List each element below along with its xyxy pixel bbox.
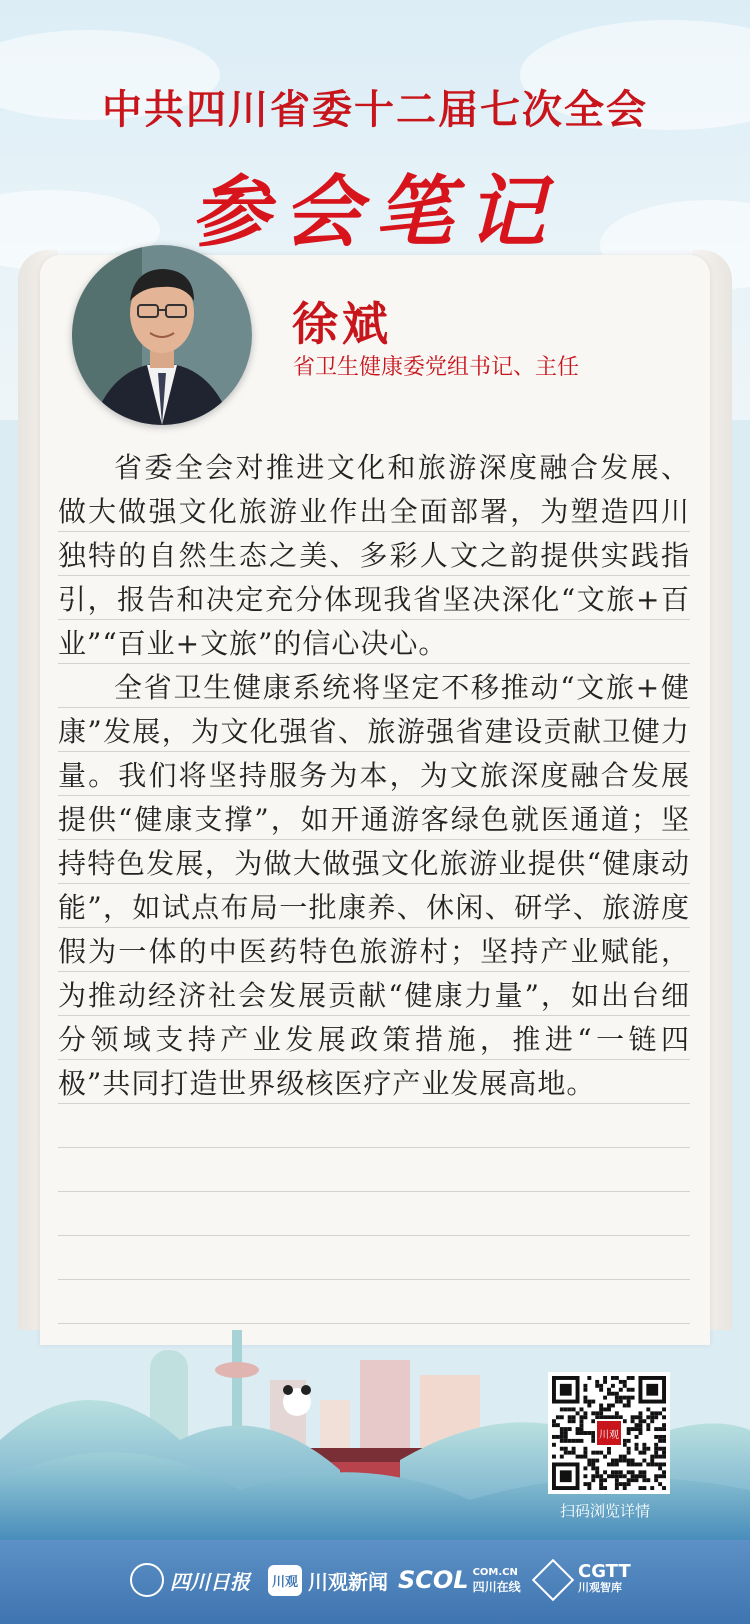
cgtt-text: CGTT bbox=[578, 1561, 631, 1582]
scol-logo[interactable] bbox=[398, 1560, 521, 1600]
person-name: 徐斌 bbox=[292, 297, 392, 351]
ruled-line bbox=[58, 1148, 690, 1192]
article-paragraph: 省委全会对推进文化和旅游深度融合发展、做大做强文化旅游业作出全面部署，为塑造四川独特的自然生态之美、多彩人文之韵提供实践指引，报告和决定充分体现我省坚决深化“文旅+百业”“百业+文旅”的信心决心。 bbox=[58, 451, 690, 660]
scol-text: SCOL bbox=[398, 1566, 469, 1594]
scol-sub-group bbox=[473, 1566, 521, 1594]
sichuan-daily-logo[interactable] bbox=[130, 1560, 250, 1600]
qr-center-badge bbox=[595, 1419, 623, 1447]
scol-domain: COM.CN bbox=[472, 1567, 518, 1578]
ruled-line bbox=[58, 1104, 690, 1148]
meeting-title: 中共四川省委十二届七次全会 bbox=[102, 87, 648, 133]
qr-code[interactable] bbox=[548, 1372, 670, 1494]
ruled-line bbox=[58, 1236, 690, 1280]
cgtt-logo[interactable] bbox=[538, 1560, 631, 1600]
scol-sub: 四川在线 bbox=[472, 1580, 521, 1594]
chuanguan-news-text: 川观新闻 bbox=[308, 1569, 389, 1594]
article-paragraph: 全省卫生健康系统将坚定不移推动“文旅+健康”发展，为文化强省、旅游强省建设贡献卫健力量。我们将坚持服务为本，为文旅深度融合发展提供“健康支撑”，如开通游客绿色就医通道；坚持特色发展，为做大做强文化旅游业提供“健康动能”，如试点布局一批康养、休闲、研学、旅游度假为一体的中医药特色旅游村；坚持产业赋能，为推动经济社会发展贡献“健康力量”，如出台细分领域支持产业发展政策措施，推进“一链四极”共同打造世界级核医疗产业发展高地。 bbox=[58, 671, 690, 1100]
sichuan-daily-icon bbox=[130, 1563, 164, 1597]
cgtt-sub: 川观智库 bbox=[578, 1581, 622, 1594]
cgtt-icon bbox=[532, 1559, 574, 1601]
qr-caption: 扫码浏览详情 bbox=[559, 1502, 650, 1520]
ruled-line bbox=[58, 1192, 690, 1236]
cgtt-text-group bbox=[578, 1561, 631, 1596]
person-title: 省卫生健康委党组书记、主任 bbox=[293, 355, 580, 380]
sichuan-daily-text: 四川日报 bbox=[170, 1569, 250, 1594]
chuanguan-news-logo[interactable] bbox=[268, 1560, 388, 1600]
article-body bbox=[58, 446, 690, 1106]
notes-title: 参会笔记 bbox=[190, 167, 559, 258]
chuanguan-badge: 川观 bbox=[268, 1565, 302, 1596]
qr-center-label: 川观 bbox=[599, 1429, 619, 1441]
avatar bbox=[72, 245, 252, 425]
